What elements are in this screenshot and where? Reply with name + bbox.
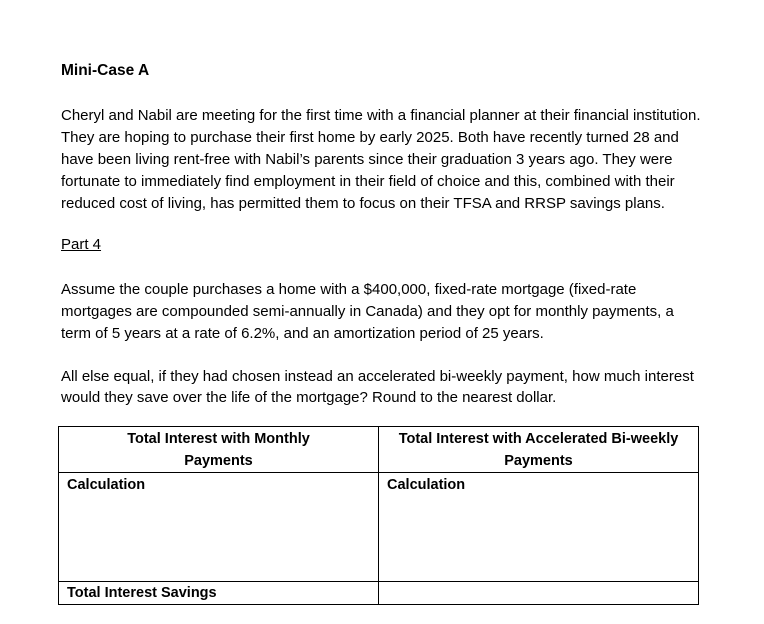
monthly-calculation-cell[interactable] bbox=[59, 473, 379, 582]
total-interest-savings-answer-cell[interactable] bbox=[379, 582, 699, 605]
question-paragraph: All else equal, if they had chosen instead an accelerated bi-weekly payment, how much interest would they save over the life of the mortgage? Round to the nearest dollar. bbox=[61, 368, 694, 406]
savings-row bbox=[59, 582, 699, 605]
total-interest-savings-label-cell bbox=[59, 582, 379, 605]
biweekly-calculation-cell[interactable] bbox=[379, 473, 699, 582]
biweekly-calculation-label: Calculation bbox=[387, 477, 466, 493]
case-heading: Mini-Case A bbox=[61, 62, 150, 79]
monthly-header-line2: Payments bbox=[184, 453, 253, 469]
answer-grid bbox=[58, 426, 699, 605]
total-interest-savings-label: Total Interest Savings bbox=[67, 585, 217, 601]
biweekly-header-line1: Total Interest with Accelerated Bi-weekly bbox=[398, 431, 679, 447]
monthly-interest-header bbox=[59, 427, 379, 473]
monthly-calculation-label: Calculation bbox=[67, 477, 146, 493]
biweekly-interest-header bbox=[379, 427, 699, 473]
intro-paragraph: Cheryl and Nabil are meeting for the first time with a financial planner at their financial institution. They are hoping to purchase their first home by early 2025. Both have recently turned 28 and have been living rent-free with Nabil’s parents since their graduation 3 years ago. They were fortunate to immediately find employment in their field of choice and this, combined with their reduced cost of living, has permitted them to focus on their TFSA and RRSP savings plans. bbox=[61, 107, 701, 212]
biweekly-header-line2: Payments bbox=[504, 453, 573, 469]
part-label: Part 4 bbox=[61, 236, 102, 253]
answer-table bbox=[58, 426, 698, 602]
total-interest-savings-answer[interactable] bbox=[387, 582, 698, 604]
calculation-row bbox=[59, 473, 699, 582]
assumption-paragraph: Assume the couple purchases a home with a $400,000, fixed-rate mortgage (fixed-rate mortgages are compounded semi-annually in Canada) and they opt for monthly payments, a term of 5 years at a rate of 6.2%, and an amortization period of 25 years. bbox=[61, 281, 674, 342]
header-row bbox=[59, 427, 699, 473]
monthly-header-line1: Total Interest with Monthly bbox=[127, 431, 310, 447]
